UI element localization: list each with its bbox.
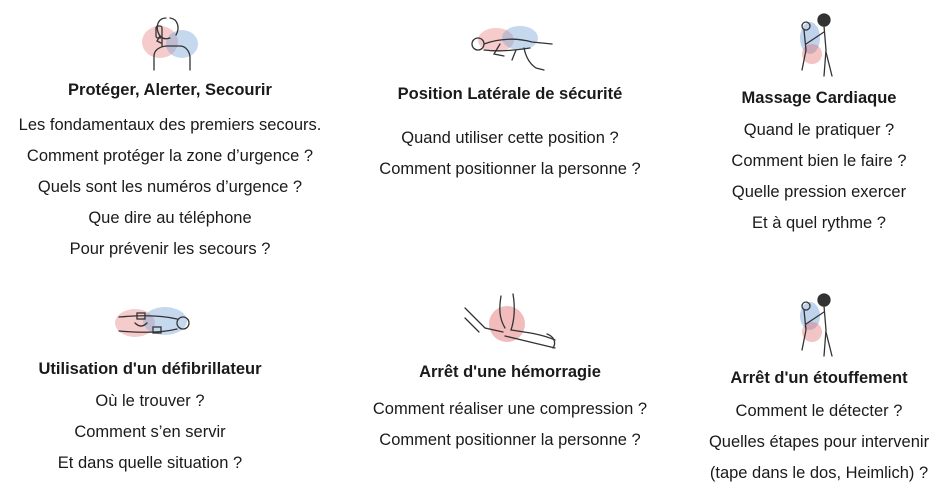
card-title: Utilisation d'un défibrillateur bbox=[38, 360, 262, 378]
card-title: Arrêt d'une hémorragie bbox=[419, 363, 601, 381]
card-items bbox=[731, 115, 906, 239]
list-item: Les fondamentaux des premiers secours. bbox=[18, 116, 322, 134]
card-massage-cardiaque bbox=[690, 10, 948, 239]
card-title: Massage Cardiaque bbox=[741, 89, 897, 107]
list-item: Comment bien le faire ? bbox=[731, 152, 907, 170]
card-proteger-alerter-secourir bbox=[0, 10, 340, 265]
card-hemorragie bbox=[340, 288, 680, 456]
list-item: Comment réaliser une compression ? bbox=[372, 400, 648, 418]
phone-call-person-icon bbox=[130, 10, 210, 72]
list-item: Comment positionner la personne ? bbox=[379, 431, 641, 449]
bleeding-compression-icon bbox=[455, 288, 565, 356]
heimlich-maneuver-icon bbox=[784, 290, 854, 360]
list-item: Comment s’en servir bbox=[74, 423, 226, 441]
list-item: Quelles étapes pour intervenir bbox=[708, 433, 930, 451]
list-item: (tape dans le dos, Heimlich) ? bbox=[709, 464, 929, 482]
list-item: Quand le pratiquer ? bbox=[743, 121, 895, 139]
list-item: Comment protéger la zone d’urgence ? bbox=[26, 147, 314, 165]
defibrillator-person-icon bbox=[95, 293, 205, 351]
card-items bbox=[379, 123, 640, 185]
list-item: Quand utiliser cette position ? bbox=[401, 129, 619, 147]
recovery-position-icon bbox=[460, 14, 560, 76]
card-title: Arrêt d'un étouffement bbox=[730, 369, 908, 387]
list-item: Et à quel rythme ? bbox=[752, 214, 886, 232]
list-item: Et dans quelle situation ? bbox=[57, 454, 243, 472]
card-defibrillateur bbox=[0, 293, 300, 479]
card-items bbox=[373, 394, 647, 456]
list-item: Que dire au téléphone bbox=[88, 209, 252, 227]
card-items bbox=[58, 386, 242, 479]
card-items bbox=[19, 110, 322, 265]
card-title: Position Latérale de sécurité bbox=[397, 85, 623, 103]
list-item: Quels sont les numéros d’urgence ? bbox=[37, 178, 303, 196]
list-item: Où le trouver ? bbox=[95, 392, 205, 410]
card-etouffement bbox=[690, 290, 948, 489]
list-item: Comment positionner la personne ? bbox=[379, 160, 641, 178]
cardiac-massage-icon bbox=[784, 10, 854, 80]
card-title: Protéger, Alerter, Secourir bbox=[68, 81, 272, 99]
list-item: Pour prévenir les secours ? bbox=[69, 240, 271, 258]
list-item: Quelle pression exercer bbox=[731, 183, 907, 201]
card-position-laterale bbox=[340, 14, 680, 185]
card-items bbox=[709, 396, 929, 489]
list-item: Comment le détecter ? bbox=[735, 402, 903, 420]
